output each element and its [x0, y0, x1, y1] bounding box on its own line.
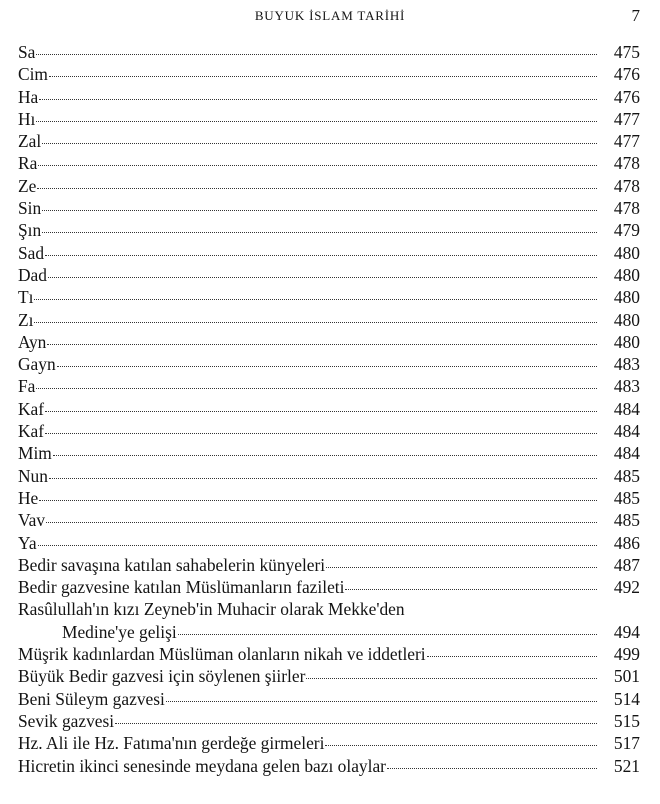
toc-entry-title: Fa [18, 376, 36, 397]
toc-entry-title: Sevik gazvesi [18, 710, 115, 731]
dot-leader [36, 54, 597, 55]
toc-entry-title: Cim [18, 64, 48, 85]
dot-leader [53, 455, 597, 456]
toc-entry [18, 688, 640, 710]
dot-leader [178, 634, 597, 635]
toc-entry [18, 732, 640, 754]
dot-leader [166, 701, 597, 702]
toc-entry-title: Zı [18, 309, 34, 330]
toc-entry-title: Kaf [18, 398, 45, 419]
dot-leader [326, 567, 597, 568]
toc-entry-title: Hz. Ali ile Hz. Fatıma'nın gerdeğe girmeleri [18, 733, 325, 754]
toc-entry-title: Tı [18, 287, 34, 308]
toc-entry-title: Hicretin ikinci senesinde meydana gelen bazı olaylar [18, 755, 386, 776]
toc-entry-title-line1: Rasûlullah'ın kızı Zeyneb'in Muhacir olarak Mekke'den [18, 599, 405, 620]
dot-leader [45, 255, 597, 256]
toc-entry [18, 710, 640, 732]
toc-entry [18, 242, 640, 264]
dot-leader [325, 745, 597, 746]
toc-entry [18, 509, 640, 531]
dot-leader [34, 299, 597, 300]
dot-leader [345, 589, 597, 590]
toc-entry-title: Ha [18, 86, 39, 107]
dot-leader [36, 388, 597, 389]
toc-entry-title: Dad [18, 264, 47, 285]
toc-entry [18, 197, 640, 219]
toc-entry [18, 487, 640, 509]
toc-entry [18, 63, 640, 85]
dot-leader [38, 165, 597, 166]
dot-leader [49, 478, 597, 479]
toc-entry [18, 554, 640, 576]
page-header [0, 6, 660, 28]
toc-entry-page: 478 [613, 198, 640, 219]
dot-leader [36, 121, 597, 122]
toc-entry-title: Büyük Bedir gazvesi için söylenen şiirler [18, 666, 306, 687]
toc-entry-page: 483 [613, 376, 640, 397]
toc-entry [18, 465, 640, 487]
toc-entry-title: Ra [18, 153, 38, 174]
toc-entry [18, 398, 640, 420]
toc-entry-title: Zal [18, 131, 42, 152]
toc-entry [18, 264, 640, 286]
dot-leader [39, 500, 597, 501]
toc-entry [18, 375, 640, 397]
toc-entry-title: Ya [18, 532, 37, 553]
toc-entry [18, 331, 640, 353]
dot-leader [427, 656, 597, 657]
toc-entry-title: Gayn [18, 354, 56, 375]
toc-entry-page: 480 [613, 287, 640, 308]
toc-entry-page: 484 [613, 421, 640, 442]
toc-entry [18, 152, 640, 174]
toc-entry-title: Vav [18, 510, 46, 531]
toc-entry-page: 478 [613, 153, 640, 174]
toc-entry-page: 487 [613, 554, 640, 575]
toc-entry-page: 475 [613, 42, 640, 62]
toc-entry-page: 476 [613, 86, 640, 107]
toc-entry [18, 130, 640, 152]
dot-leader [42, 232, 597, 233]
dot-leader [42, 210, 597, 211]
dot-leader [115, 723, 597, 724]
dot-leader [42, 143, 597, 144]
toc-entry-title-line2: Medine'ye gelişi [62, 621, 177, 642]
toc-entry-page: 521 [613, 755, 640, 776]
toc-entry-page: 480 [613, 331, 640, 352]
toc-entry-page: 484 [613, 443, 640, 464]
toc-entry-title: Müşrik kadınlardan Müslüman olanların nikah ve iddetleri [18, 644, 426, 665]
toc-entry [18, 86, 640, 108]
toc-entry [18, 41, 640, 63]
toc-entry-page: 480 [613, 264, 640, 285]
toc-entry-page: 480 [613, 242, 640, 263]
toc-entry-title: Beni Süleym gazvesi [18, 688, 165, 709]
toc-entry-title: Bedir gazvesine katılan Müslümanların fazileti [18, 577, 345, 598]
toc-entry [18, 576, 640, 598]
toc-entry-page: 484 [613, 398, 640, 419]
toc-entry [18, 755, 640, 777]
dot-leader [387, 768, 597, 769]
toc-entry [18, 175, 640, 197]
dot-leader [37, 188, 597, 189]
toc-entry [18, 665, 640, 687]
toc-entry-page: 494 [613, 621, 640, 642]
toc-entry-title: Sad [18, 242, 45, 263]
dot-leader [45, 411, 597, 412]
toc-entry [18, 420, 640, 442]
toc-entry-page: 486 [613, 532, 640, 553]
toc-entry-page: 480 [613, 309, 640, 330]
dot-leader [34, 322, 597, 323]
toc-entry [18, 353, 640, 375]
toc-entry-page: 483 [613, 354, 640, 375]
toc-entry-page: 514 [613, 688, 640, 709]
toc-entry-title: Mim [18, 443, 52, 464]
toc-entry-title: Ayn [18, 331, 47, 352]
toc-entry-title: Hı [18, 108, 36, 129]
dot-leader [39, 99, 597, 100]
dot-leader [49, 76, 597, 77]
toc-entry-title: Ze [18, 175, 37, 196]
toc-entry-page: 485 [613, 510, 640, 531]
dot-leader [306, 678, 597, 679]
page-number: 7 [631, 6, 640, 25]
toc-entry-title: Sa [18, 42, 36, 62]
toc-entry-page: 478 [613, 175, 640, 196]
toc-entry-page: 477 [613, 131, 640, 152]
toc-entry [18, 219, 640, 241]
toc-entry [18, 286, 640, 308]
toc-entry-title: Nun [18, 465, 48, 486]
toc-entry-page: 492 [613, 577, 640, 598]
toc-entry-title: Kaf [18, 421, 45, 442]
dot-leader [46, 522, 597, 523]
toc-entry [18, 598, 640, 643]
toc-entry-title: Bedir savaşına katılan sahabelerin künyeleri [18, 554, 326, 575]
table-of-contents [18, 41, 640, 777]
toc-entry-page: 501 [613, 666, 640, 687]
toc-entry-page: 485 [613, 487, 640, 508]
toc-entry [18, 442, 640, 464]
toc-entry [18, 532, 640, 554]
dot-leader [48, 277, 597, 278]
toc-entry [18, 309, 640, 331]
running-title: BUYUK İSLAM TARİHİ [254, 8, 406, 23]
toc-entry-page: 515 [613, 710, 640, 731]
toc-entry-title: Sin [18, 198, 42, 219]
toc-entry-page: 499 [613, 644, 640, 665]
dot-leader [38, 545, 597, 546]
toc-entry-page: 477 [613, 108, 640, 129]
toc-entry-title: He [18, 487, 39, 508]
toc-entry [18, 643, 640, 665]
toc-entry-page: 517 [613, 733, 640, 754]
dot-leader [47, 344, 597, 345]
dot-leader [57, 366, 597, 367]
dot-leader [45, 433, 597, 434]
toc-entry-page: 479 [613, 220, 640, 241]
toc-entry [18, 108, 640, 130]
toc-entry-page: 476 [613, 64, 640, 85]
toc-entry-title: Şın [18, 220, 42, 241]
toc-entry-page: 485 [613, 465, 640, 486]
